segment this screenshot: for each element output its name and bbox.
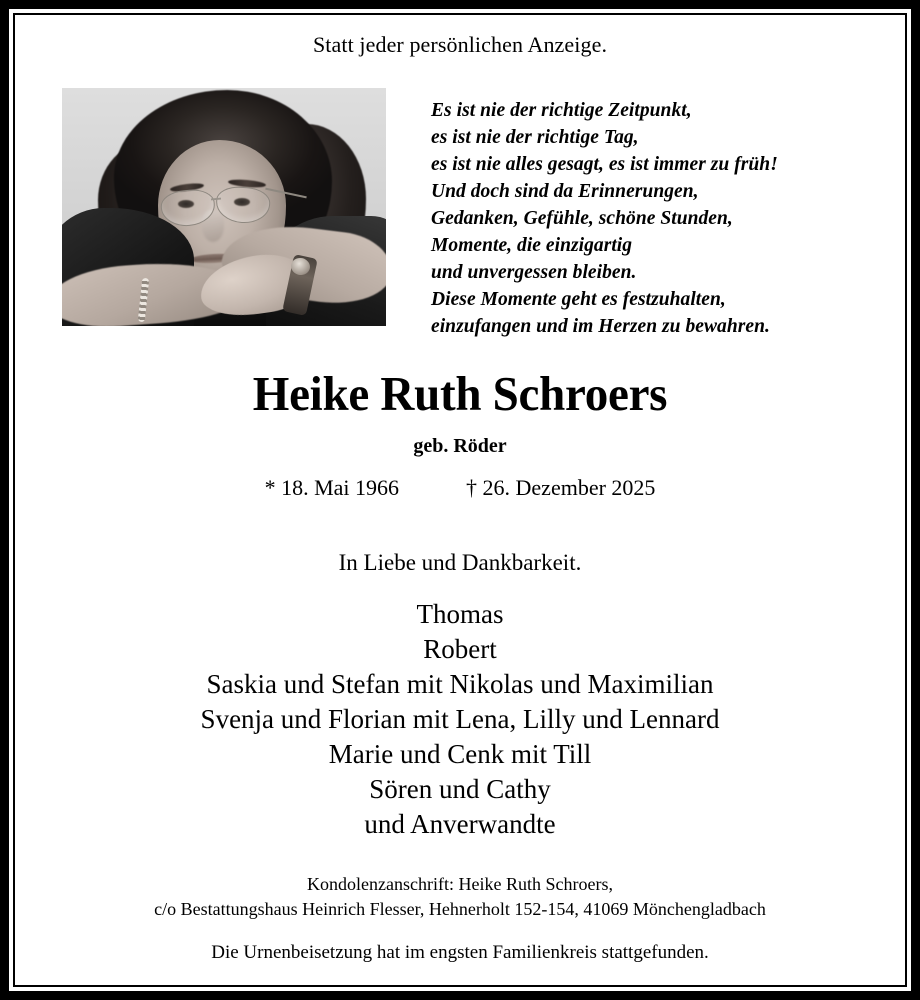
poem-line: Und doch sind da Erinnerungen,: [431, 181, 699, 202]
portrait-photo: [62, 88, 386, 326]
memorial-poem: [431, 97, 881, 340]
portrait-photo-image: [62, 88, 386, 326]
family-member: Robert: [423, 634, 497, 664]
photo-poem-row: [15, 88, 905, 350]
birth-date: * 18. Mai 1966: [264, 475, 400, 500]
poem-line: einzufangen und im Herzen zu bewahren.: [431, 316, 770, 337]
frame-white-gap: [9, 9, 911, 991]
deceased-name: Heike Ruth Schroers: [252, 366, 668, 421]
life-dates: [15, 474, 905, 502]
maiden-name: geb. Röder: [413, 435, 507, 457]
family-member: Thomas: [416, 599, 504, 629]
family-list: [15, 597, 905, 842]
intro-line: Statt jeder persönlichen Anzeige.: [312, 32, 608, 57]
frame-inner-rule: [13, 13, 907, 987]
condolence-address: [15, 872, 905, 922]
condolence-address-line2: c/o Bestattungshaus Heinrich Flesser, Hehnerholt 152-154, 41069 Mönchengladbach: [154, 899, 766, 919]
family-member: Marie und Cenk mit Till: [328, 739, 592, 769]
notice-sheet: [15, 15, 905, 985]
tribute-line: In Liebe und Dankbarkeit.: [338, 550, 582, 575]
family-member: Svenja und Florian mit Lena, Lilly und Lennard: [200, 704, 720, 734]
poem-line: Es ist nie der richtige Zeitpunkt,: [431, 100, 692, 121]
poem-line: es ist nie der richtige Tag,: [431, 127, 639, 148]
death-date: † 26. Dezember 2025: [466, 475, 656, 500]
family-member: und Anverwandte: [364, 809, 556, 839]
family-member: Sören und Cathy: [369, 774, 551, 804]
poem-line: es ist nie alles gesagt, es ist immer zu früh!: [431, 154, 778, 175]
closing-note: Die Urnenbeisetzung hat im engsten Familienkreis stattgefunden.: [211, 942, 709, 963]
poem-line: Diese Momente geht es festzuhalten,: [431, 289, 726, 310]
family-member: Saskia und Stefan mit Nikolas und Maximilian: [206, 669, 714, 699]
poem-line: Momente, die einzigartig: [431, 235, 633, 256]
poem-line: und unvergessen bleiben.: [431, 262, 637, 283]
condolence-address-line1: Kondolenzanschrift: Heike Ruth Schroers,: [307, 874, 613, 894]
poem-line: Gedanken, Gefühle, schöne Stunden,: [431, 208, 733, 229]
